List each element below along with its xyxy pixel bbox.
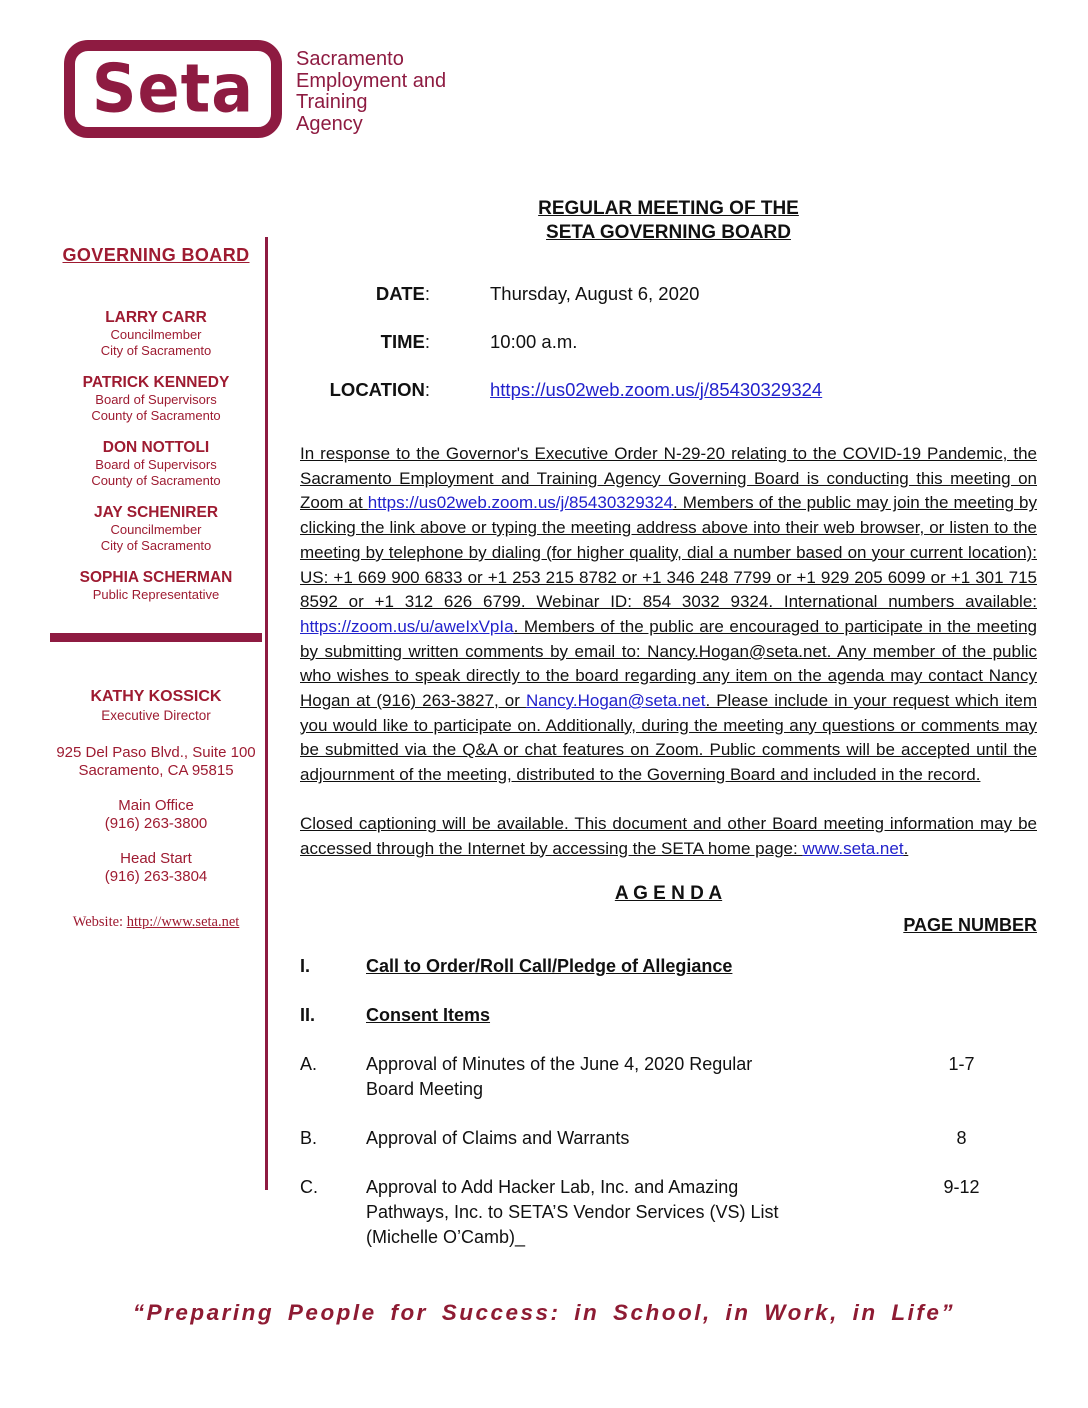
vertical-divider [265, 237, 268, 1190]
location-link[interactable]: https://us02web.zoom.us/j/85430329324 [490, 379, 823, 400]
meeting-title-line2: SETA GOVERNING BOARD [546, 222, 791, 243]
director-name: KATHY KOSSICK [90, 688, 222, 705]
contact-label: Head Start [120, 850, 192, 867]
agenda-item-title [366, 1126, 886, 1151]
agenda-section-text: Consent Items [366, 1005, 491, 1026]
contact-label: Main Office [118, 797, 194, 814]
agenda-item-number: I. [300, 956, 311, 977]
main-content [300, 197, 1037, 1274]
agenda-item-title-line: Approval of Minutes of the June 4, 2020 Regular [366, 1054, 753, 1075]
covid-notice-paragraph [300, 442, 1037, 788]
website-link[interactable]: http://www.seta.net [126, 914, 240, 930]
website-line [50, 914, 262, 931]
paragraph-text: . Members of the public are encouraged to participate in the meeting by submitting written comments by email to: Nancy.Hogan@seta.net. Any member of the public who wishes to speak directly to the board regarding any item on the agenda may contact Nancy Hogan at (916) 263-3827, or [300, 616, 1037, 711]
agenda-section-text: Call to Order/Roll Call/Pledge of Allegiance [366, 956, 733, 977]
page-number-heading: PAGE NUMBER [903, 915, 1037, 936]
agenda-item-row [300, 1003, 1037, 1028]
contact-list [50, 797, 262, 886]
board-member [50, 373, 262, 424]
board-member-name: JAY SCHENIRER [93, 504, 219, 521]
agenda-item-row [300, 1175, 1037, 1250]
agenda-item-row [300, 1126, 1037, 1151]
agenda-item-title [366, 1175, 886, 1250]
agenda-item-pages: 8 [956, 1128, 967, 1149]
org-name [282, 40, 446, 138]
meta-row [300, 329, 1037, 354]
meeting-title [300, 197, 1037, 245]
agenda-item-title [366, 1003, 886, 1028]
org-name-line: Training [296, 91, 368, 113]
seta-logo-text: Seta [91, 49, 255, 128]
meta-value: 10:00 a.m. [490, 331, 578, 352]
logo-header [64, 40, 446, 138]
board-member-role: Board of Supervisors [95, 457, 217, 472]
agenda-item-pages: 9-12 [943, 1177, 980, 1198]
paragraph-text: . Members of the public may join the meeting by clicking the link above or typing the meeting address above into their web browser, or listen to the meeting by telephone by dialing (for higher quality, dial a number based on your current location): US: +1 669 900 6833 or +1 253 215 8782 or +1 346 248 7799 or +1 929 205 6099 or +1 301 715 8592 or +1 312 626 6799. Webinar ID: 854 3032 9324. International numbers available: [300, 493, 1037, 612]
agenda-item-list [300, 954, 1037, 1250]
website-label: Website: [72, 914, 127, 930]
agenda-item-title [366, 954, 886, 979]
paragraph-text: In response to the Governor's Executive Order N-29-20 relating to the COVID-19 Pandemic, the Sacramento Employment and Training Agency Governing Board is conducting this meeting on Zoom at [300, 444, 1037, 513]
meeting-title-line1: REGULAR MEETING OF THE [538, 198, 799, 219]
agenda-heading: A G E N D A [614, 883, 723, 905]
org-name-line: Sacramento [296, 48, 404, 70]
agenda-item-row [300, 954, 1037, 979]
board-member-name: SOPHIA SCHERMAN [79, 569, 233, 586]
agenda-item-title [366, 1052, 886, 1102]
meta-label-text: LOCATION [329, 379, 425, 400]
board-member-role: Board of Supervisors [95, 392, 217, 407]
agenda-item-number: A. [300, 1054, 318, 1075]
address-line: Sacramento, CA 95815 [78, 762, 234, 779]
meta-label-text: DATE [375, 283, 425, 304]
meta-label: TIME: [380, 331, 430, 352]
motto-quote: “Preparing People for Success: in School, in Work, in Life” [132, 1300, 956, 1325]
inline-link[interactable]: https://zoom.us/u/aweIxVpIa [300, 616, 514, 636]
agenda-item-pages: 1-7 [948, 1054, 975, 1075]
meta-row [300, 377, 1037, 402]
meta-label-text: TIME [380, 331, 425, 352]
agenda-item-title-line: Approval of Claims and Warrants [366, 1128, 630, 1149]
paragraph-text: . Please include in your request which item you would like to participate on. Additionally, during the meeting any questions or comments may be submitted via the Q&A or chat features on Zoom. Public comments will be accepted until the adjournment of the meeting, distributed to the Governing Board and included in the record. [300, 691, 1037, 785]
meta-value: Thursday, August 6, 2020 [490, 283, 700, 304]
board-member [50, 438, 262, 489]
board-member [50, 568, 262, 603]
agenda-item-title-line [366, 954, 886, 979]
meta-row [300, 281, 1037, 306]
board-member-role: County of Sacramento [91, 408, 221, 423]
board-member-role: Councilmember [110, 327, 202, 342]
board-member [50, 503, 262, 554]
agenda-item-number: II. [300, 1005, 316, 1026]
board-member-name: PATRICK KENNEDY [82, 374, 230, 391]
inline-link[interactable]: Nancy.Hogan@seta.net [525, 691, 706, 711]
board-member-role: Public Representative [92, 587, 220, 602]
closed-captioning-paragraph [300, 812, 1037, 861]
board-member-role: City of Sacramento [100, 343, 212, 358]
meta-label: DATE: [375, 283, 430, 304]
sidebar-heading: GOVERNING BOARD [62, 245, 250, 265]
board-member-role: County of Sacramento [91, 473, 221, 488]
board-member-role: City of Sacramento [100, 538, 212, 553]
paragraph-text: . [903, 838, 909, 858]
sidebar-divider [50, 633, 262, 642]
board-member [50, 308, 262, 359]
board-member-name: DON NOTTOLI [102, 439, 210, 456]
contact-block [50, 850, 262, 886]
governing-board-sidebar [50, 245, 262, 931]
board-member-list [50, 308, 262, 603]
org-name-line: Agency [296, 112, 363, 135]
agenda-item-title-line: Pathways, Inc. to SETA’S Vendor Services (VS) List [366, 1202, 779, 1223]
agenda-item-row [300, 1052, 1037, 1102]
agenda-item-title-line: Approval to Add Hacker Lab, Inc. and Amazing [366, 1177, 739, 1198]
seta-logo [64, 40, 282, 138]
inline-link[interactable]: https://us02web.zoom.us/j/85430329324 [367, 493, 674, 513]
address-line: 925 Del Paso Blvd., Suite 100 [56, 744, 256, 761]
inline-link[interactable]: www.seta.net [802, 838, 904, 858]
agenda-item-title-line [366, 1003, 886, 1028]
contact-phone: (916) 263-3800 [104, 815, 208, 832]
meeting-meta [300, 281, 1037, 402]
agenda-item-title-line: Board Meeting [366, 1079, 484, 1100]
paragraph-text: Closed captioning will be available. This document and other Board meeting information may be accessed through the Internet by accessing the SETA home page: [300, 813, 1037, 858]
agenda-item-title-line: (Michelle O’Camb)_ [366, 1227, 526, 1248]
director-title: Executive Director [101, 708, 211, 723]
agenda-item-number: B. [300, 1128, 318, 1149]
board-member-name: LARRY CARR [105, 309, 207, 326]
contact-phone: (916) 263-3804 [104, 868, 208, 885]
contact-block [50, 797, 262, 833]
meta-label: LOCATION: [329, 379, 430, 400]
agenda-item-number: C. [300, 1177, 318, 1198]
office-address [50, 744, 262, 780]
org-name-line: Employment and [296, 69, 447, 92]
board-member-role: Councilmember [110, 522, 202, 537]
